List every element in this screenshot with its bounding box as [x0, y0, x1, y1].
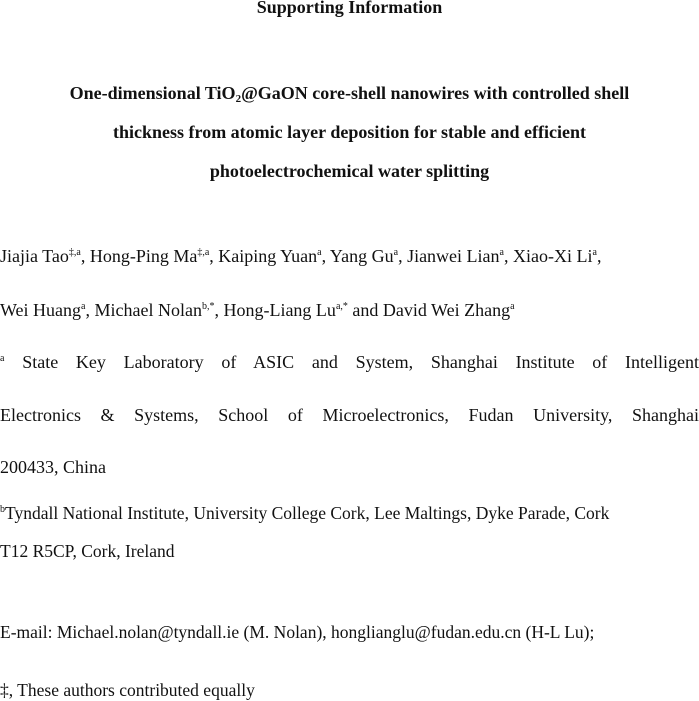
affiliation-b-line-2: T12 R5CP, Cork, Ireland: [0, 541, 175, 561]
author: Xiao-Xi Li: [513, 246, 593, 266]
author: Hong-Ping Ma: [89, 246, 198, 266]
header-supporting-information: Supporting Information: [256, 0, 443, 17]
author: Kaiping Yuan: [218, 246, 318, 266]
equal-contribution-footnote: ‡, These authors contributed equally: [0, 680, 255, 700]
author: Michael Nolan: [94, 300, 202, 320]
author: Yang Gu: [329, 246, 394, 266]
corresponding-email: E-mail: Michael.nolan@tyndall.ie (M. Nolan), honglianglu@fudan.edu.cn (H-L Lu);: [0, 622, 595, 642]
author: Jianwei Lian: [407, 246, 500, 266]
author: Hong-Liang Lu: [223, 300, 336, 320]
author: Jiajia Tao: [0, 246, 69, 266]
title-line-1: One-dimensional TiO$_2$@GaON core-shell nanowires with controlled shell: [69, 83, 630, 105]
affiliation-a-line-3: 200433, China: [0, 457, 106, 477]
title-line-3: photoelectrochemical water splitting: [209, 161, 490, 181]
affiliation-b-line-1: $^b$Tyndall National Institute, University College Cork, Lee Maltings, Dyke Parade, Cork: [0, 503, 610, 523]
title-line-2: thickness from atomic layer deposition for stable and efficient: [113, 122, 586, 142]
author: David Wei Zhang: [382, 300, 511, 320]
affiliation-a-line-1: $^a$ State Key Laboratory of ASIC and System, Shanghai Institute of Intelligent: [0, 352, 699, 372]
affiliation-a-line-2: Electronics & Systems, School of Microelectronics, Fudan University, Shanghai: [0, 405, 699, 425]
authors-line-1: Jiajia Tao$^{\ddagger,a}$, Hong-Ping $Ma^{\ddagger,a}$, Kaiping Yuan$^a$, Yang Gu$^a$, Jianwei Lian$^a$, Xiao-Xi Li$^a$,: [0, 246, 602, 266]
author: Wei Huang: [0, 300, 82, 320]
authors-line-2: Wei Huang$^a$, Michael Nolan$^{b,*}$, Hong-Liang $Lu^{a,*}$ and David Wei Zhang$^a$: [0, 300, 515, 320]
